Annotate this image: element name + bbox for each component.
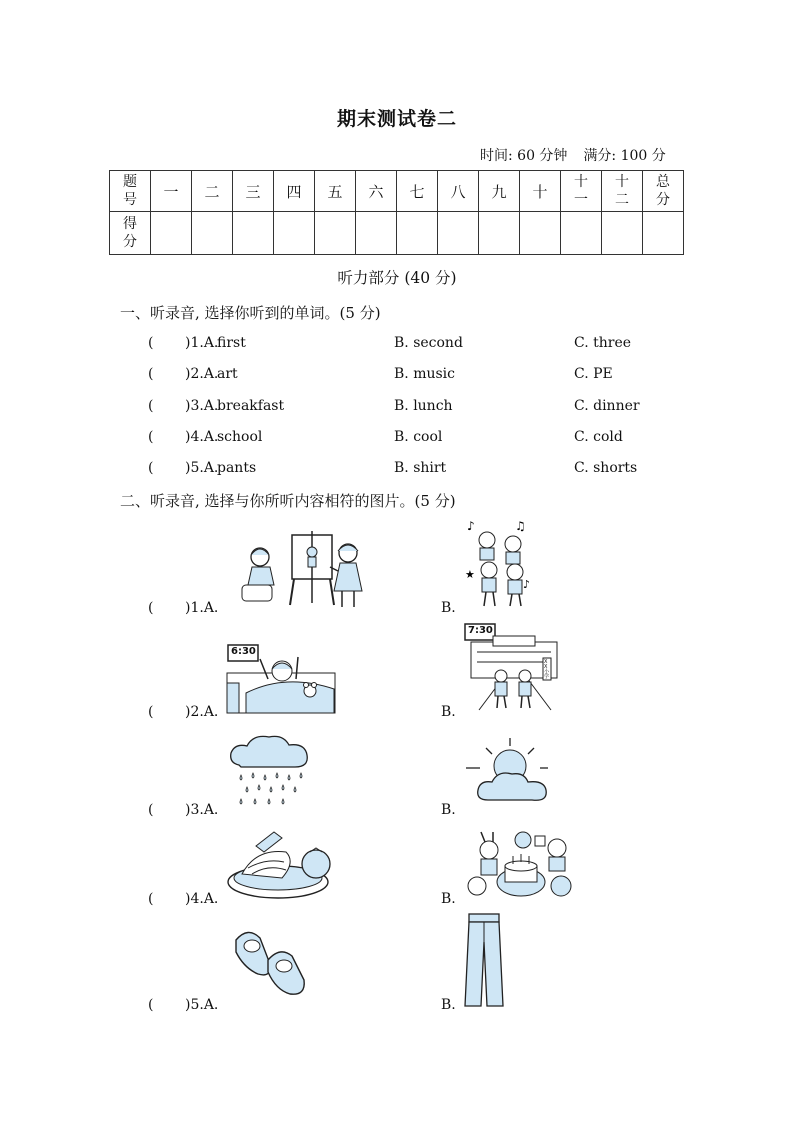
score-cell[interactable] [192, 212, 233, 255]
score-cell[interactable] [520, 212, 561, 255]
score-cell[interactable] [356, 212, 397, 255]
label-question-number: 题 号 [110, 171, 151, 212]
header-cell: 二 [192, 171, 233, 212]
header-cell: 六 [356, 171, 397, 212]
question-number: )4.A. [185, 891, 219, 907]
answer-paren[interactable]: ( [148, 429, 154, 445]
header-cell: 七 [397, 171, 438, 212]
question-number: )5.A. [185, 997, 219, 1013]
birthday-party-picture [465, 830, 581, 904]
answer-paren[interactable]: ( [148, 600, 154, 616]
header-cell: 五 [315, 171, 356, 212]
option-b-label: B. [441, 891, 456, 907]
header-cell: 四 [274, 171, 315, 212]
option-c: C. dinner [574, 398, 640, 414]
waking-up-picture [226, 643, 336, 715]
sun-and-cloud-picture [466, 734, 548, 806]
question-number: )4.A. [185, 429, 219, 445]
header-cell: 八 [438, 171, 479, 212]
score-cell[interactable] [233, 212, 274, 255]
answer-paren[interactable]: ( [148, 460, 154, 476]
question-number: )3.A. [185, 398, 219, 414]
label-score: 得 分 [110, 212, 151, 255]
question-number: )1.A. [185, 335, 219, 351]
answer-paren[interactable]: ( [148, 366, 154, 382]
option-b-label: B. [441, 600, 456, 616]
option-a: breakfast [217, 398, 285, 414]
svg-text:♪: ♪ [523, 578, 531, 591]
option-a: first [217, 335, 246, 351]
header-cell: 一 [151, 171, 192, 212]
time-limit: 时间: 60 分钟 [480, 148, 568, 164]
part2-heading: 二、听录音, 选择与你所听内容相符的图片。(5 分) [120, 492, 456, 510]
answer-paren[interactable]: ( [148, 802, 154, 818]
clock-text: 6:30 [231, 646, 256, 657]
painting-picture [234, 527, 364, 609]
option-b-label: B. [441, 802, 456, 818]
option-b: B. lunch [394, 398, 453, 414]
score-cell[interactable] [274, 212, 315, 255]
score-cell[interactable] [151, 212, 192, 255]
exam-meta [480, 145, 666, 165]
part1-heading: 一、听录音, 选择你听到的单词。(5 分) [120, 304, 381, 322]
full-score: 满分: 100 分 [583, 148, 666, 164]
score-cell[interactable] [561, 212, 602, 255]
option-a: pants [217, 460, 257, 476]
score-cell[interactable] [315, 212, 356, 255]
option-b: B. shirt [394, 460, 447, 476]
answer-paren[interactable]: ( [148, 398, 154, 414]
question-number: )3.A. [185, 802, 219, 818]
option-c: C. shorts [574, 460, 638, 476]
answer-paren[interactable]: ( [148, 335, 154, 351]
option-b: B. second [394, 335, 463, 351]
option-b-label: B. [441, 704, 456, 720]
singing-children-picture [463, 518, 537, 610]
answer-paren[interactable]: ( [148, 704, 154, 720]
food-plate-picture [226, 828, 336, 902]
question-number: )2.A. [185, 366, 219, 382]
header-cell: 十 一 [561, 171, 602, 212]
svg-text:♫: ♫ [515, 519, 526, 533]
score-cell[interactable] [438, 212, 479, 255]
score-cell[interactable] [479, 212, 520, 255]
question-number: )1.A. [185, 600, 219, 616]
header-cell: 十 [520, 171, 561, 212]
option-a: school [217, 429, 263, 445]
score-table [109, 170, 684, 255]
question-number: )5.A. [185, 460, 219, 476]
answer-paren[interactable]: ( [148, 997, 154, 1013]
rainy-cloud-picture [227, 733, 311, 809]
option-b: B. cool [394, 429, 443, 445]
header-cell: 十 二 [602, 171, 643, 212]
option-b: B. music [394, 366, 455, 382]
score-cell[interactable] [397, 212, 438, 255]
page-title: 期末测试卷二 [336, 108, 457, 130]
score-table-header-row [110, 171, 684, 212]
pants-picture [463, 912, 505, 1008]
score-table-score-row [110, 212, 684, 255]
question-number: )2.A. [185, 704, 219, 720]
option-c: C. cold [574, 429, 623, 445]
answer-paren[interactable]: ( [148, 891, 154, 907]
going-to-school-picture [463, 622, 567, 712]
option-c: C. PE [574, 366, 613, 382]
option-a: art [217, 366, 238, 382]
score-cell[interactable] [602, 212, 643, 255]
clock-text: 7:30 [468, 625, 493, 636]
header-cell: 九 [479, 171, 520, 212]
header-cell: 三 [233, 171, 274, 212]
header-cell-total: 总 分 [643, 171, 684, 212]
score-cell[interactable] [643, 212, 684, 255]
shoes-picture [228, 924, 310, 998]
option-c: C. three [574, 335, 632, 351]
svg-text:★: ★ [465, 568, 475, 581]
svg-text:♪: ♪ [467, 519, 475, 533]
option-b-label: B. [441, 997, 456, 1013]
school-sign-text: XX小学 [544, 659, 550, 680]
listening-section-title: 听力部分 (40 分) [337, 269, 457, 287]
